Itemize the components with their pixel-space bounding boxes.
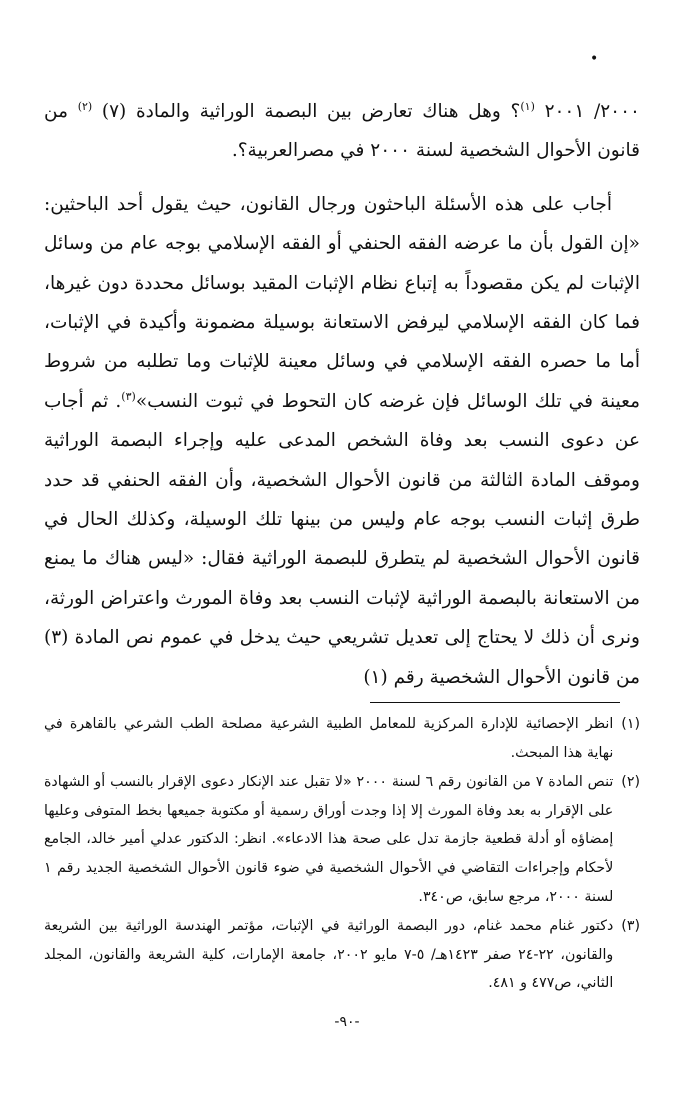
footnote-number: (٣) [621,918,640,935]
paragraph-1-text-1: ٢٠٠٠/ ٢٠٠١ [534,101,640,122]
paragraph-2-text-2: . ثم أجاب عن دعوى النسب بعد وفاة الشخص المدعى عليه وإجراء البصمة الوراثية وموقف المادة الثالثة من قانون الأحوال الشخصية، وأن الفقه الحنفي قد حدد طرق إثبات النسب بوجه عام وليس من بينها تلك الوسيلة، وكذلك الحال في قانون الأحوال الشخصية لم يتطرق للبصمة الوراثية فقال: «ليس هناك ما يمنع من الاستعانة بالبصمة الوراثية لإثبات النسب بعد وفاة المورث واعتراض الورثة، ونرى أن ذلك لا يحتاج إلى تعديل تشريعي حيث يدخل في عموم نص المادة (٣) من قانون الأحوال الشخصية رقم (١) [44,390,640,688]
footnote-3 [44,912,640,998]
footnote-1 [44,710,640,767]
paragraph-2-text-1: أجاب على هذه الأسئلة الباحثون ورجال القانون، حيث يقول أحد الباحثين: «إن القول بأن ما عرضه الفقه الحنفي أو الفقه الإسلامي بوجه عام من وسائل الإثبات لم يكن مقصوداً به إتباع نظام الإثبات المقيد بوسائل محددة دون غيرها، فما كان الفقه الإسلامي ليرفض الاستعانة بوسيلة مضمونة وأكيدة في الإثبات، أما ما حصره الفقه الإسلامي في وسائل معينة للإثبات وما تطلبه من شروط معينة في تلك الوسائل فإن غرضه كان التحوط في ثبوت النسب» [44,193,640,412]
paragraph-1 [44,92,640,171]
footnote-text: انظر الإحصائية للإدارة المركزية للمعامل الطبية الشرعية مصلحة الطب الشرعي بالقاهرة في نهاية هذا المبحث. [44,716,614,761]
footnotes [44,710,640,999]
footnote-text: تنص المادة ٧ من القانون رقم ٦ لسنة ٢٠٠٠ «لا تقبل عند الإنكار دعوى الإقرار بالنسب أو الشهادة على الإقرار به بعد وفاة المورث إلا إذا وجدت أوراق رسمية أو مكتوبة جميعها بخط المتوفى وعليها إمضاؤه أو أدلة قطعية جازمة تدل على صحة هذا الادعاء». انظر: الدكتور عدلي أمير خالد، الجامع لأحكام وإجراءات التقاضي في الأحوال الشخصية في ضوء قانون الأحوال الشخصية الجديد رقم ١ لسنة ٢٠٠٠، مرجع سابق، ص٣٤٠. [44,774,614,905]
paragraph-1-text-3: من قانون الأحوال الشخصية لسنة ٢٠٠٠ في مصرالعربية؟. [44,101,640,162]
page-number: -٩٠- [334,1014,360,1030]
footnote-number: (٢) [621,774,640,791]
footnote-2 [44,768,640,911]
footnote-text: دكتور غنام محمد غنام، دور البصمة الوراثية في الإثبات، مؤتمر الهندسة الوراثية بين الشريعة والقانون، ٢٢-٢٤ صفر ١٤٢٣هـ/ ٥-٧ مايو ٢٠٠٢، جامعة الإمارات، كلية الشريعة والقانون، المجلد الثاني، ص٤٧٧ و ٤٨١. [44,918,614,992]
paragraph-1-text-2: ؟ وهل هناك تعارض بين البصمة الوراثية والمادة (٧) [92,101,521,122]
footnote-number: (١) [621,716,640,732]
footnote-ref-3: (٣) [121,389,136,403]
footnote-ref-2: (٢) [77,99,93,113]
body-text [44,92,640,697]
paragraph-2 [44,185,640,697]
footnote-divider [370,702,620,703]
corner-mark: • [590,51,599,67]
footnote-ref-1: (١) [520,99,535,113]
